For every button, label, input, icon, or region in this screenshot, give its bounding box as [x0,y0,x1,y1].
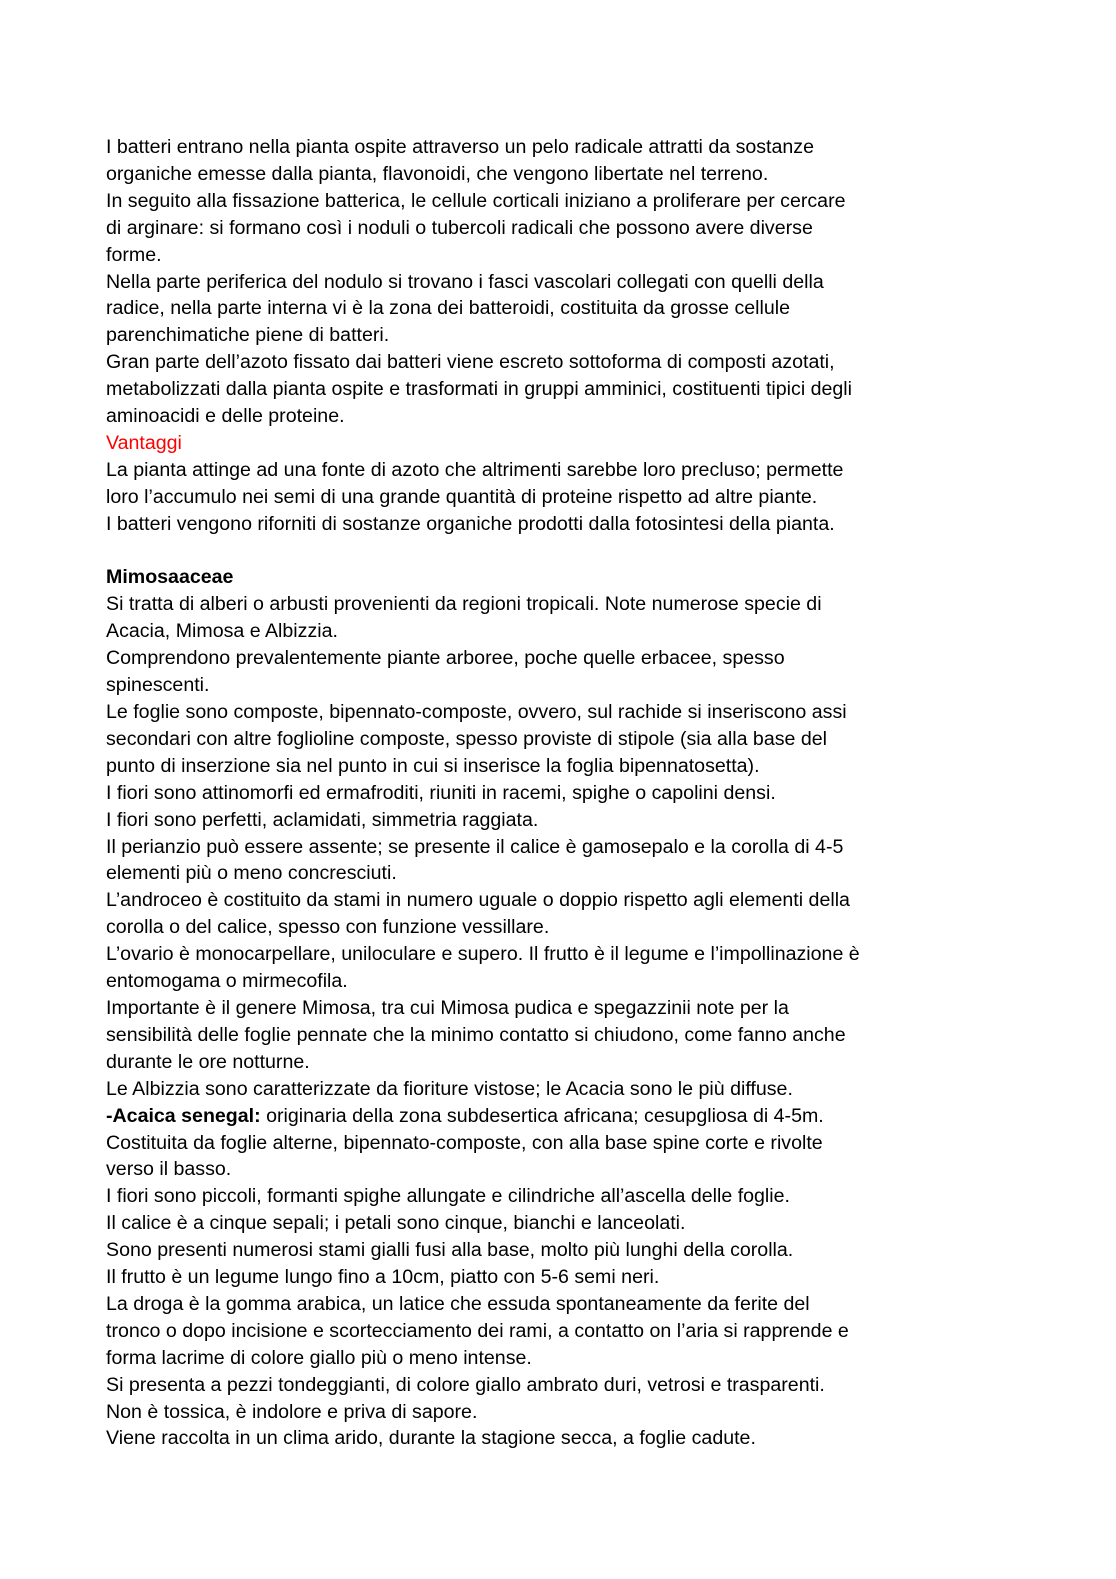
text-line: Il calice è a cinque sepali; i petali sono cinque, bianchi e lanceolati. [106,1212,686,1235]
text-line: Sono presenti numerosi stami gialli fusi alla base, molto più lunghi della corolla. [106,1239,794,1262]
acacia-first-line [106,1103,1006,1130]
text-line: Le foglie sono composte, bipennato-composte, ovvero, sul rachide si inseriscono assi [106,701,847,724]
text-line: Importante è il genere Mimosa, tra cui Mimosa pudica e spegazzinii note per la [106,996,789,1019]
text-line: I fiori sono piccoli, formanti spighe allungate e cilindriche all’ascella delle foglie. [106,1185,790,1208]
text-line: L’androceo è costituito da stami in numero uguale o doppio rispetto agli elementi della [106,889,850,912]
text-line: metabolizzati dalla pianta ospite e trasformati in gruppi amminici, costituenti tipici degli [106,378,853,401]
intro-section [106,134,1006,430]
mimosaceae-heading: Mimosaaceae [106,566,234,589]
text-line: parenchimatiche piene di batteri. [106,324,390,347]
text-line: Il perianzio può essere assente; se presente il calice è gamosepalo e la corolla di 4-5 [106,835,844,858]
text-line: punto di inserzione sia nel punto in cui si inserisce la foglia bipennatosetta). [106,754,760,777]
text-line: secondari con altre foglioline composte, spesso proviste di stipole (sia alla base del [106,727,828,750]
text-line: La pianta attinge ad una fonte di azoto che altrimenti sarebbe loro precluso; permette [106,458,844,481]
text-line: I batteri vengono riforniti di sostanze organiche prodotti dalla fotosintesi della pianta. [106,512,835,535]
text-line: di arginare: si formano così i noduli o tubercoli radicali che possono avere diverse [106,216,813,239]
text-line: durante le ore notturne. [106,1050,310,1073]
text-line: spinescenti. [106,674,210,697]
text-line: forma lacrime di colore giallo più o meno intense. [106,1346,532,1369]
text-line: In seguito alla fissazione batterica, le cellule corticali iniziano a proliferare per cercare [106,189,846,212]
acacia-label: -Acaica senegal: [106,1104,261,1127]
text-line: Si tratta di alberi o arbusti provenienti da regioni tropicali. Note numerose specie di [106,593,822,616]
vantaggi-heading: Vantaggi [106,431,182,454]
text-line: L’ovario è monocarpellare, uniloculare e supero. Il frutto è il legume e l’impollinazione è [106,943,860,966]
text-line: Gran parte dell’azoto fissato dai batteri viene escreto sottoforma di composti azotati, [106,351,835,374]
text-line: Nella parte periferica del nodulo si trovano i fasci vascolari collegati con quelli della [106,270,824,293]
text-line: Si presenta a pezzi tondeggianti, di colore giallo ambrato duri, vetrosi e trasparenti. [106,1373,825,1396]
text-line: elementi più o meno concresciuti. [106,862,397,885]
text-line: aminoacidi e delle proteine. [106,405,345,428]
text-line: corolla o del calice, spesso con funzione vessillare. [106,916,550,939]
text-line: Costituita da foglie alterne, bipennato-composte, con alla base spine corte e rivolte [106,1131,823,1154]
text-line: radice, nella parte interna vi è la zona dei batteroidi, costituita da grosse cellule [106,297,791,320]
text-line: Acacia, Mimosa e Albizzia. [106,620,338,643]
text-line: loro l’accumulo nei semi di una grande quantità di proteine rispetto ad altre piante. [106,485,818,508]
text-line: Le Albizzia sono caratterizzate da fioriture vistose; le Acacia sono le più diffuse. [106,1077,793,1100]
acacia-section [106,1130,1006,1453]
text-line: Non è tossica, è indolore e priva di sapore. [106,1400,478,1423]
text-line: tronco o dopo incisione e scortecciamento dei rami, a contatto on l’aria si rapprende e [106,1319,849,1342]
text-line: I batteri entrano nella pianta ospite attraverso un pelo radicale attratti da sostanze [106,136,814,158]
text-line: Viene raccolta in un clima arido, durante la stagione secca, a foglie cadute. [106,1427,756,1450]
text-line: La droga è la gomma arabica, un latice che essuda spontaneamente da ferite del [106,1292,810,1315]
text-line: I fiori sono attinomorfi ed ermafroditi, riuniti in racemi, spighe o capolini densi. [106,781,776,804]
text-line: I fiori sono perfetti, aclamidati, simmetria raggiata. [106,808,539,831]
acacia-first-rest: originaria della zona subdesertica africana; cesupgliosa di 4-5m. [260,1104,824,1127]
text-line: verso il basso. [106,1158,232,1181]
text-line: Il frutto è un legume lungo fino a 10cm, piatto con 5-6 semi neri. [106,1266,660,1289]
vantaggi-section [106,457,1006,538]
spacer [106,538,1006,565]
text-line: sensibilità delle foglie pennate che la minimo contatto si chiudono, come fanno anche [106,1023,846,1046]
text-line: organiche emesse dalla pianta, flavonoidi, che vengono libertate nel terreno. [106,162,769,185]
page-text [106,134,1006,1452]
text-line: Comprendono prevalentemente piante arboree, poche quelle erbacee, spesso [106,647,785,670]
text-line: entomogama o mirmecofila. [106,970,348,993]
text-line: forme. [106,243,162,266]
mimosaceae-section [106,591,1006,1102]
